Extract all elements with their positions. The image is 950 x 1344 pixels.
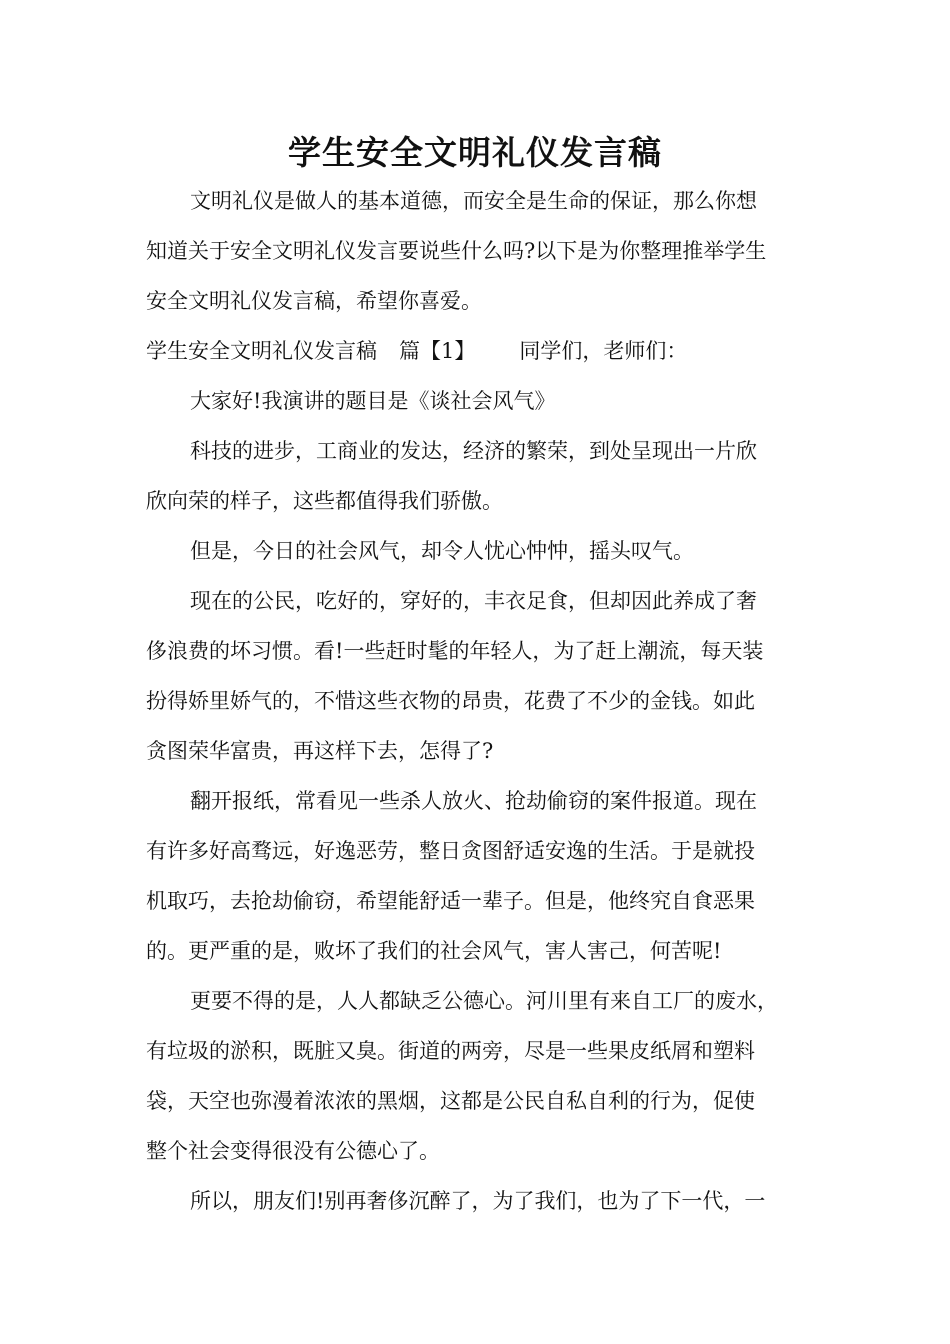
text-line: 袋，天空也弥漫着浓浓的黑烟，这都是公民自私自利的行为，促使 [146, 1089, 755, 1113]
text-line: 但是，今日的社会风气，却令人忧心忡忡，摇头叹气。 [190, 539, 694, 563]
text-line: 大家好!我演讲的题目是《谈社会风气》 [190, 389, 556, 413]
text-line: 整个社会变得很没有公德心了。 [146, 1139, 440, 1163]
text-line: 有垃圾的淤积，既脏又臭。街道的两旁，尽是一些果皮纸屑和塑料 [146, 1039, 755, 1063]
text-line: 更要不得的是，人人都缺乏公德心。河川里有来自工厂的废水， [190, 989, 778, 1013]
intro-paragraph [146, 176, 810, 326]
text-line: 翻开报纸，常看见一些杀人放火、抢劫偷窃的案件报道。现在 [190, 789, 757, 813]
text-line: 扮得娇里娇气的，不惜这些衣物的昂贵，花费了不少的金钱。如此 [146, 689, 755, 713]
section-heading-label: 学生安全文明礼仪发言稿 [146, 339, 377, 363]
text-line: 贪图荣华富贵，再这样下去，怎得了? [146, 739, 494, 763]
text-line: 侈浪费的坏习惯。看!一些赶时髦的年轻人，为了赶上潮流，每天装 [146, 639, 764, 663]
text-line: 安全文明礼仪发言稿，希望你喜爱。 [146, 289, 482, 313]
paragraph [146, 1176, 810, 1226]
text-line: 有许多好高骛远，好逸恶劳，整日贪图舒适安逸的生活。于是就投 [146, 839, 755, 863]
text-line: 文明礼仪是做人的基本道德，而安全是生命的保证，那么你想 [190, 189, 757, 213]
section-heading [146, 326, 810, 376]
text-line: 知道关于安全文明礼仪发言要说些什么吗?以下是为你整理推举学生 [146, 239, 767, 263]
paragraph [146, 526, 810, 576]
section-heading-part: 篇【1】 [399, 339, 476, 363]
paragraph [146, 376, 810, 426]
document-title: 学生安全文明礼仪发言稿 [288, 133, 662, 172]
paragraph [146, 776, 810, 976]
text-line: 所以，朋友们!别再奢侈沉醉了，为了我们，也为了下一代，一 [190, 1189, 766, 1213]
paragraph [146, 576, 810, 776]
paragraph [146, 426, 810, 526]
section-greeting: 同学们，老师们： [519, 339, 688, 363]
text-line: 科技的进步，工商业的发达，经济的繁荣，到处呈现出一片欣 [190, 439, 757, 463]
document-body [146, 176, 810, 1226]
paragraph [146, 976, 810, 1176]
text-line: 现在的公民，吃好的，穿好的，丰衣足食，但却因此养成了奢 [190, 589, 757, 613]
text-line: 机取巧，去抢劫偷窃，希望能舒适一辈子。但是，他终究自食恶果 [146, 889, 755, 913]
text-line: 欣向荣的样子，这些都值得我们骄傲。 [146, 489, 503, 513]
text-line: 的。更严重的是，败坏了我们的社会风气，害人害己，何苦呢! [146, 939, 722, 963]
